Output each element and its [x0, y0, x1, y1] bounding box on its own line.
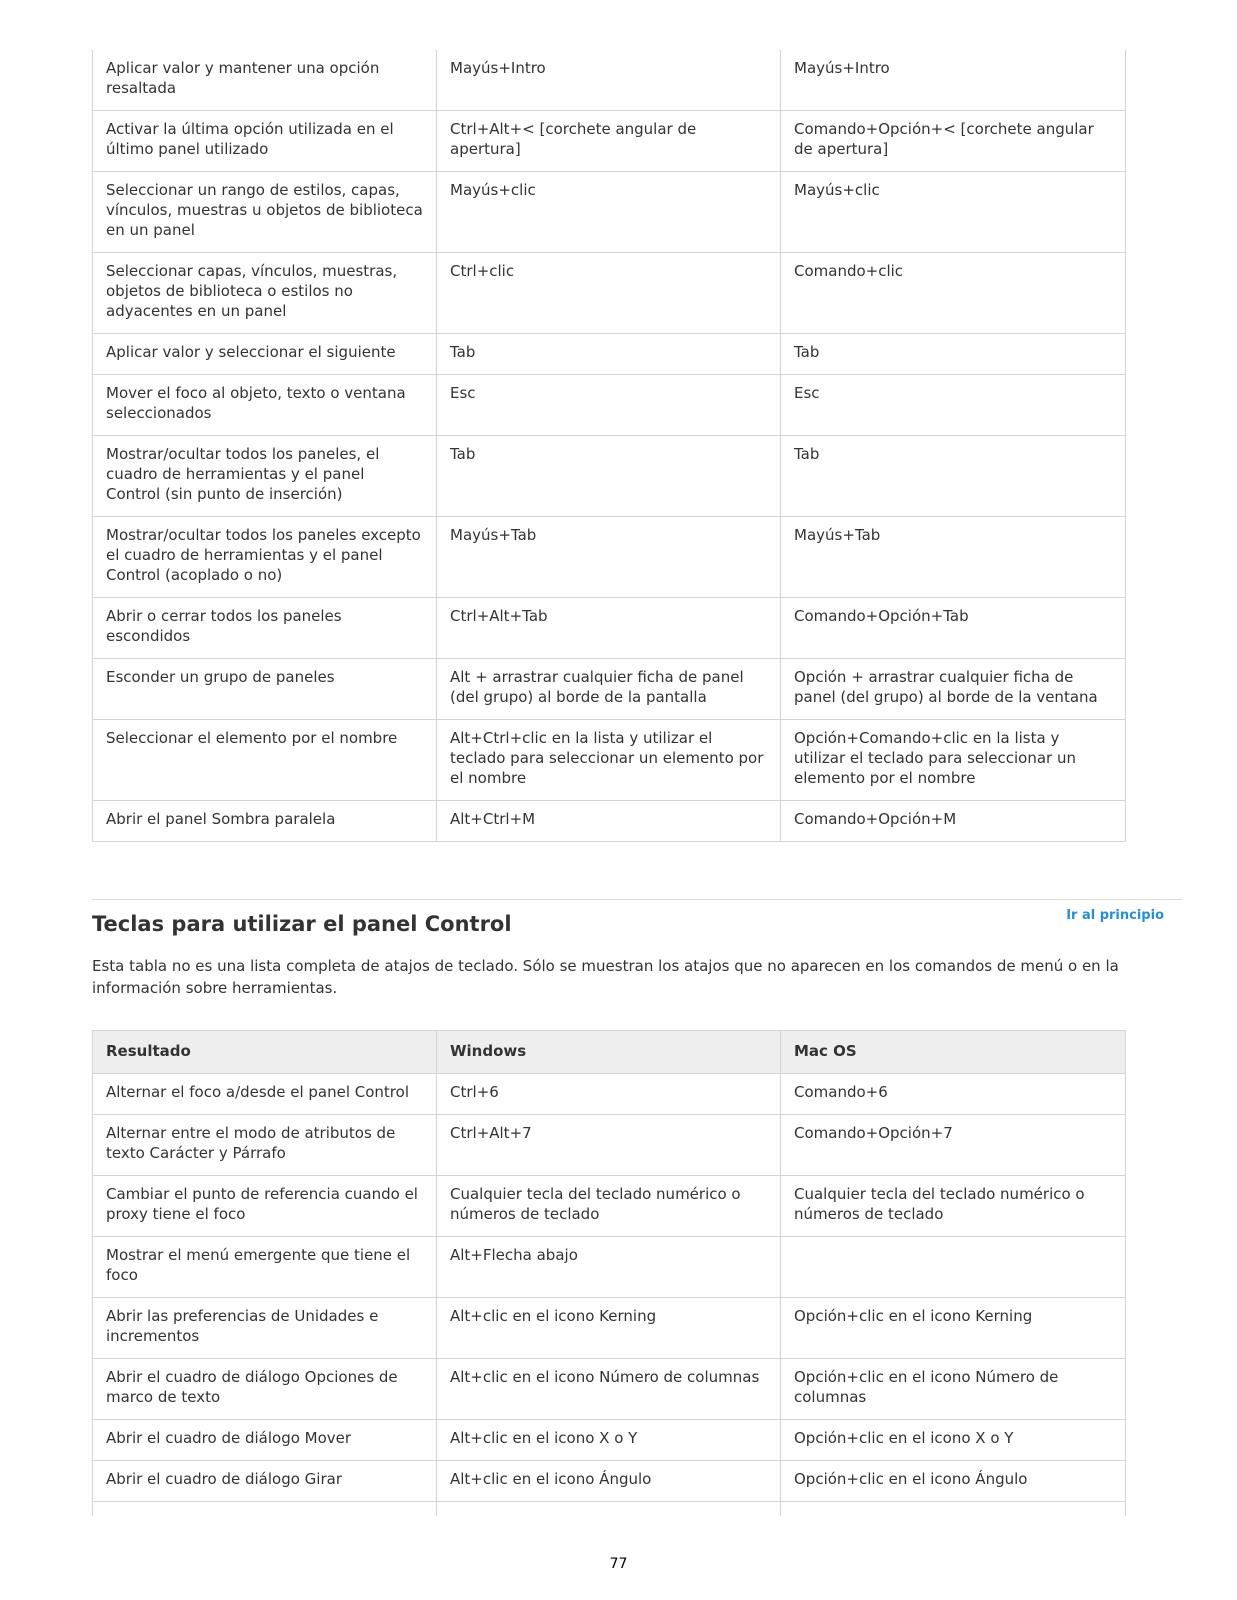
section-intro: Esta tabla no es una lista completa de atajos de teclado. Sólo se muestran los atajos que no aparecen en los comandos de menú o en la información sobre herramientas. [92, 957, 1119, 997]
table-row [93, 375, 1126, 436]
windows-cell: Ctrl+6 [437, 1074, 781, 1115]
windows-cell: Mayús+Intro [437, 50, 781, 111]
table-row [93, 172, 1126, 253]
mac-cell: Opción+clic en el icono Ángulo [781, 1461, 1126, 1502]
windows-cell: Alt+clic en el icono X o Y [437, 1420, 781, 1461]
result-cell: Mover el foco al objeto, texto o ventana seleccionados [93, 375, 437, 436]
mac-cell: Tab [781, 436, 1126, 517]
result-cell: Abrir el panel Sombra paralela [93, 801, 437, 842]
mac-cell: Opción+clic en el icono Número de columnas [781, 1359, 1126, 1420]
table-row [93, 801, 1126, 842]
table-row [93, 1115, 1126, 1176]
windows-cell: Mayús+clic [437, 172, 781, 253]
table-row [93, 1420, 1126, 1461]
result-cell: Aplicar valor y mantener una opción resaltada [93, 50, 437, 111]
result-cell: Aplicar valor y seleccionar el siguiente [93, 334, 437, 375]
result-cell: Esconder un grupo de paneles [93, 659, 437, 720]
table-row [93, 720, 1126, 801]
result-cell: Abrir las preferencias de Unidades e incrementos [93, 1298, 437, 1359]
windows-cell: Alt+Ctrl+M [437, 801, 781, 842]
table-row [93, 517, 1126, 598]
result-cell: Activar la última opción utilizada en el último panel utilizado [93, 111, 437, 172]
mac-cell: Comando+Opción+< [corchete angular de apertura] [781, 111, 1126, 172]
back-to-top-link[interactable]: Ir al principio [1066, 908, 1164, 923]
windows-cell: Esc [437, 375, 781, 436]
header-mac: Mac OS [781, 1031, 1126, 1074]
windows-cell: Alt+Ctrl+clic en la lista y utilizar el teclado para seleccionar un elemento por el nombre [437, 720, 781, 801]
mac-cell: Opción + arrastrar cualquier ficha de panel (del grupo) al borde de la ventana [781, 659, 1126, 720]
mac-cell [781, 1237, 1126, 1298]
mac-cell: Comando+Opción+M [781, 801, 1126, 842]
mac-cell: Opción+Comando+clic en la lista y utilizar el teclado para seleccionar un elemento por el nombre [781, 720, 1126, 801]
result-cell: Alternar entre el modo de atributos de texto Carácter y Párrafo [93, 1115, 437, 1176]
windows-cell: Alt+clic en el icono Número de columnas [437, 1359, 781, 1420]
table-row [93, 1461, 1126, 1502]
result-cell: Mostrar/ocultar todos los paneles, el cuadro de herramientas y el panel Control (sin punto de inserción) [93, 436, 437, 517]
result-cell: Cambiar el punto de referencia cuando el proxy tiene el foco [93, 1176, 437, 1237]
result-cell: Abrir el cuadro de diálogo Opciones de marco de texto [93, 1359, 437, 1420]
windows-cell: Tab [437, 334, 781, 375]
table-row [93, 659, 1126, 720]
mac-cell: Tab [781, 334, 1126, 375]
mac-cell: Opción+clic en el icono X o Y [781, 1420, 1126, 1461]
windows-cell: Ctrl+Alt+Tab [437, 598, 781, 659]
windows-cell: Ctrl+Alt+7 [437, 1115, 781, 1176]
header-windows: Windows [437, 1031, 781, 1074]
windows-cell: Ctrl+clic [437, 253, 781, 334]
table-row [93, 598, 1126, 659]
table-row [93, 111, 1126, 172]
table-row [93, 50, 1126, 111]
table-row [93, 1359, 1126, 1420]
mac-cell: Mayús+clic [781, 172, 1126, 253]
result-cell: Seleccionar el elemento por el nombre [93, 720, 437, 801]
windows-cell: Ctrl+Alt+< [corchete angular de apertura] [437, 111, 781, 172]
result-cell: Abrir el cuadro de diálogo Girar [93, 1461, 437, 1502]
windows-cell: Cualquier tecla del teclado numérico o números de teclado [437, 1176, 781, 1237]
mac-cell: Comando+clic [781, 253, 1126, 334]
section-divider [92, 899, 1182, 900]
result-cell: Seleccionar un rango de estilos, capas, vínculos, muestras u objetos de biblioteca en un panel [93, 172, 437, 253]
result-cell: Abrir o cerrar todos los paneles escondidos [93, 598, 437, 659]
mac-cell: Comando+Opción+Tab [781, 598, 1126, 659]
windows-cell: Alt+clic en el icono Kerning [437, 1298, 781, 1359]
result-cell: Seleccionar capas, vínculos, muestras, objetos de biblioteca o estilos no adyacentes en un panel [93, 253, 437, 334]
result-cell: Alternar el foco a/desde el panel Control [93, 1074, 437, 1115]
windows-cell: Tab [437, 436, 781, 517]
mac-cell: Mayús+Intro [781, 50, 1126, 111]
page-number: 77 [609, 1556, 628, 1572]
mac-cell: Cualquier tecla del teclado numérico o números de teclado [781, 1176, 1126, 1237]
section-title: Teclas para utilizar el panel Control [92, 912, 512, 936]
windows-cell: Mayús+Tab [437, 517, 781, 598]
result-cell: Abrir el cuadro de diálogo Mover [93, 1420, 437, 1461]
windows-cell: Alt+Flecha abajo [437, 1237, 781, 1298]
windows-cell: Alt + arrastrar cualquier ficha de panel (del grupo) al borde de la pantalla [437, 659, 781, 720]
windows-cell: Alt+clic en el icono Ángulo [437, 1461, 781, 1502]
table-row [93, 1074, 1126, 1115]
mac-cell: Comando+Opción+7 [781, 1115, 1126, 1176]
table-row [93, 334, 1126, 375]
table-row [93, 1298, 1126, 1359]
table-row-continued [93, 1502, 1126, 1517]
shortcuts-table-control-panel [92, 1030, 1126, 1516]
table-row [93, 253, 1126, 334]
table-header-row [93, 1031, 1126, 1074]
result-cell: Mostrar el menú emergente que tiene el foco [93, 1237, 437, 1298]
table-row [93, 1237, 1126, 1298]
table-row [93, 1176, 1126, 1237]
table-row [93, 436, 1126, 517]
header-result: Resultado [93, 1031, 437, 1074]
mac-cell: Mayús+Tab [781, 517, 1126, 598]
result-cell: Mostrar/ocultar todos los paneles excepto el cuadro de herramientas y el panel Control (acoplado o no) [93, 517, 437, 598]
mac-cell: Esc [781, 375, 1126, 436]
shortcuts-table-panels [92, 50, 1126, 842]
mac-cell: Opción+clic en el icono Kerning [781, 1298, 1126, 1359]
mac-cell: Comando+6 [781, 1074, 1126, 1115]
